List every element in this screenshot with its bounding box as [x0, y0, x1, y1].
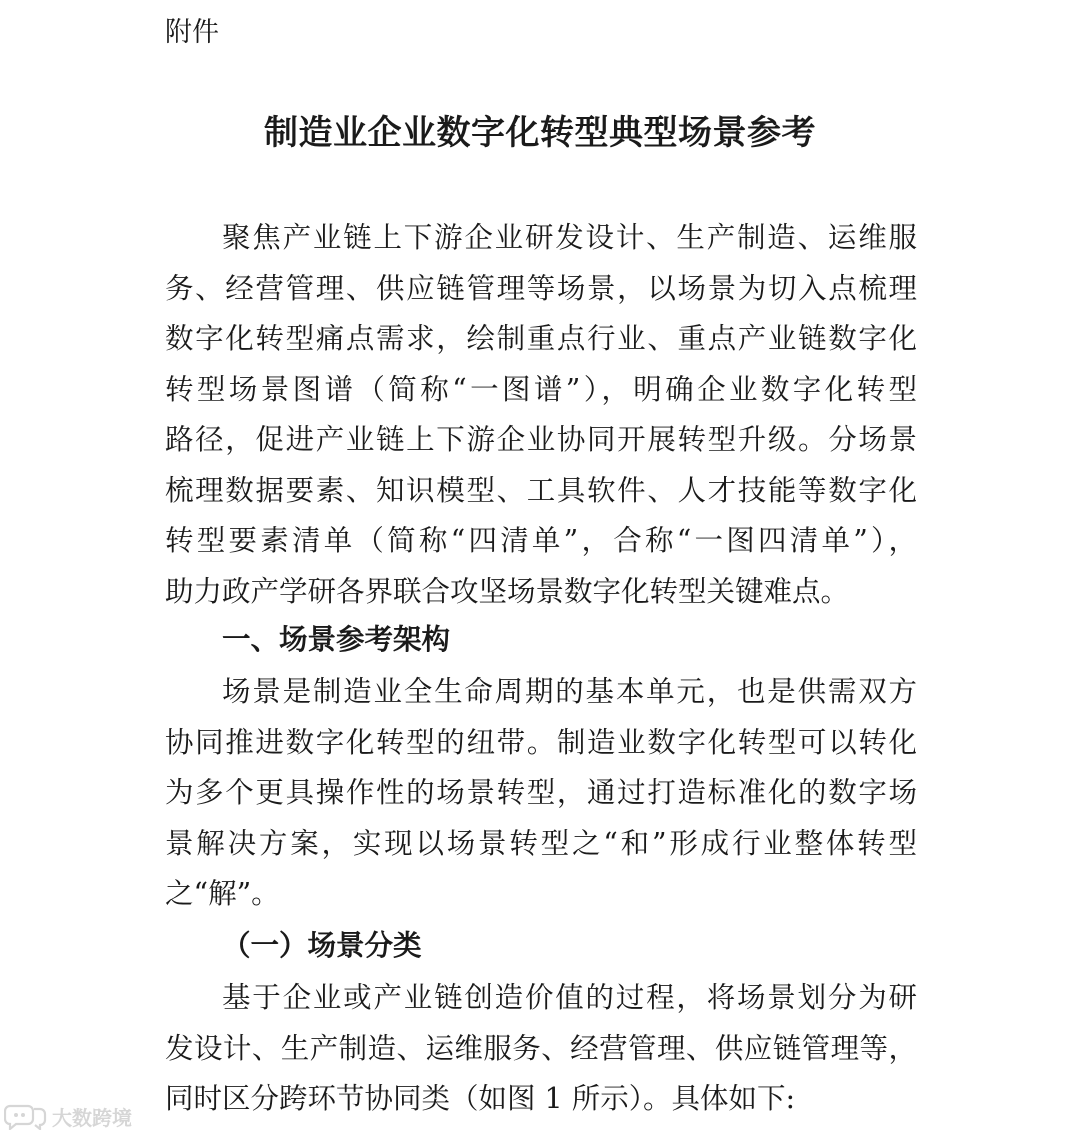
watermark	[4, 1100, 132, 1132]
intro-line: 数字化转型痛点需求，绘制重点行业、重点产业链数字化	[165, 322, 917, 355]
intro-line: 路径，促进产业链上下游企业协同开展转型升级。分场景	[165, 423, 917, 456]
subsection-paragraph	[165, 973, 917, 1125]
intro-line: 聚焦产业链上下游企业研发设计、生产制造、运维服	[222, 221, 917, 254]
section-line: 为多个更具操作性的场景转型，通过打造标准化的数字场	[165, 776, 917, 809]
attachment-label: 附件	[165, 17, 219, 48]
document-title: 制造业企业数字化转型典型场景参考	[264, 113, 816, 153]
intro-line: 转型场景图谱（简称“一图谱”），明确企业数字化转型	[165, 372, 917, 406]
section-line: 景解决方案，实现以场景转型之“和”形成行业整体转型	[165, 826, 917, 860]
intro-line: 助力政产学研各界联合攻坚场景数字化转型关键难点。	[165, 574, 850, 608]
section-line: 场景是制造业全生命周期的基本单元，也是供需双方	[222, 675, 917, 708]
section-heading: 一、场景参考架构	[222, 623, 451, 656]
watermark-text: 大数跨境	[52, 1105, 132, 1130]
subsection-line: 基于企业或产业链创造价值的过程，将场景划分为研	[222, 981, 917, 1014]
section-line: 之“解”。	[165, 877, 280, 910]
intro-line: 务、经营管理、供应链管理等场景，以场景为切入点梳理	[165, 271, 917, 305]
section-line: 协同推进数字化转型的纽带。制造业数字化转型可以转化	[165, 725, 917, 759]
subsection-heading: （一）场景分类	[222, 929, 422, 962]
intro-paragraph	[165, 213, 917, 617]
intro-line: 转型要素清单（简称“四清单”，合称“一图四清单”），	[165, 524, 917, 557]
subsection-line: 发设计、生产制造、运维服务、经营管理、供应链管理等，	[165, 1031, 917, 1065]
section-paragraph	[165, 667, 917, 920]
intro-line: 梳理数据要素、知识模型、工具软件、人才技能等数字化	[165, 473, 917, 507]
subsection-line: 同时区分跨环节协同类（如图 1 所示）。具体如下:	[165, 1082, 796, 1115]
chat-bubble-logo-icon	[4, 1102, 48, 1130]
